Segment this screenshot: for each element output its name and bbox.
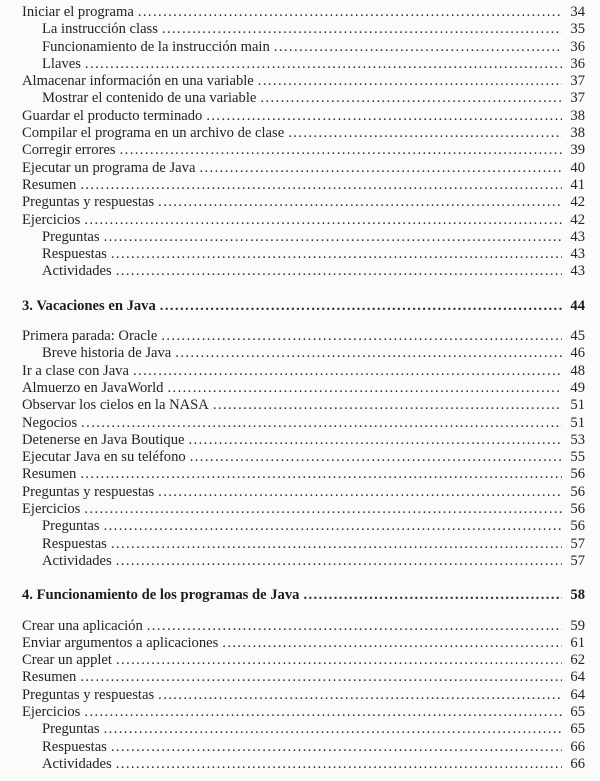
toc-entry bbox=[22, 125, 585, 142]
dot-leader bbox=[133, 363, 562, 380]
toc-entry-label: Guardar el producto terminado bbox=[22, 107, 203, 124]
toc-entry-label: Ejecutar Java en su teléfono bbox=[22, 449, 186, 466]
toc-entry-page: 66 bbox=[570, 755, 585, 772]
dot-leader bbox=[120, 142, 562, 159]
dot-leader bbox=[158, 194, 562, 211]
dot-leader bbox=[104, 721, 562, 738]
toc-entry-label: Observar los cielos en la NASA bbox=[22, 397, 209, 414]
toc-entry bbox=[22, 415, 585, 432]
toc-entry-label: Respuestas bbox=[42, 535, 107, 552]
toc-entry-label: Primera parada: Oracle bbox=[22, 328, 158, 345]
table-of-contents bbox=[22, 4, 585, 773]
toc-entry bbox=[22, 652, 585, 669]
toc-entry bbox=[22, 432, 585, 449]
dot-leader bbox=[147, 618, 562, 635]
toc-entry bbox=[22, 618, 585, 635]
toc-entry bbox=[22, 229, 585, 246]
toc-entry-label: Funcionamiento de la instrucción main bbox=[42, 38, 270, 55]
dot-leader bbox=[199, 160, 562, 177]
dot-leader bbox=[116, 263, 562, 280]
dot-leader bbox=[116, 756, 562, 773]
dot-leader bbox=[111, 536, 562, 553]
toc-entry-page: 38 bbox=[570, 107, 585, 124]
toc-entry-label: Preguntas y respuestas bbox=[22, 194, 155, 211]
toc-entry-label: Ejercicios bbox=[22, 703, 81, 720]
dot-leader bbox=[84, 501, 562, 518]
toc-entry-page: 57 bbox=[570, 552, 585, 569]
toc-entry-page: 61 bbox=[570, 634, 585, 651]
toc-entry bbox=[22, 756, 585, 773]
toc-entry-label: Preguntas bbox=[42, 228, 100, 245]
toc-entry-page: 42 bbox=[570, 194, 585, 211]
dot-leader bbox=[258, 73, 562, 90]
toc-entry-page: 36 bbox=[570, 38, 585, 55]
toc-entry bbox=[22, 108, 585, 125]
toc-entry-page: 43 bbox=[570, 263, 585, 280]
toc-entry-label: Resumen bbox=[22, 669, 77, 686]
toc-entry-page: 56 bbox=[570, 518, 585, 535]
toc-entry-page: 65 bbox=[570, 703, 585, 720]
dot-leader bbox=[84, 212, 562, 229]
toc-entry bbox=[22, 194, 585, 211]
toc-entry-page: 55 bbox=[570, 449, 585, 466]
dot-leader bbox=[80, 177, 562, 194]
toc-entry bbox=[22, 212, 585, 229]
toc-entry bbox=[22, 263, 585, 280]
toc-entry-page: 49 bbox=[570, 379, 585, 396]
toc-entry-label: Respuestas bbox=[42, 738, 107, 755]
toc-entry bbox=[22, 90, 585, 107]
dot-leader bbox=[303, 587, 562, 604]
dot-leader bbox=[213, 397, 562, 414]
toc-entry bbox=[22, 73, 585, 90]
toc-entry bbox=[22, 56, 585, 73]
dot-leader bbox=[160, 298, 562, 315]
toc-entry-page: 38 bbox=[570, 125, 585, 142]
dot-leader bbox=[80, 669, 562, 686]
dot-leader bbox=[189, 432, 563, 449]
toc-entry-label: Ejercicios bbox=[22, 211, 81, 228]
toc-entry bbox=[22, 669, 585, 686]
toc-entry-label: Ejecutar un programa de Java bbox=[22, 159, 196, 176]
toc-entry-page: 65 bbox=[570, 721, 585, 738]
dot-leader bbox=[167, 380, 562, 397]
toc-entry-label: 3. Vacaciones en Java bbox=[22, 297, 156, 314]
toc-entry bbox=[22, 363, 585, 380]
toc-entry bbox=[22, 721, 585, 738]
toc-entry-label: Detenerse en Java Boutique bbox=[22, 431, 185, 448]
toc-entry-page: 56 bbox=[570, 483, 585, 500]
toc-entry-label: Almuerzo en JavaWorld bbox=[22, 379, 164, 396]
toc-chapter-entry bbox=[22, 298, 585, 315]
dot-leader bbox=[190, 449, 562, 466]
toc-entry-page: 51 bbox=[570, 397, 585, 414]
toc-entry bbox=[22, 449, 585, 466]
dot-leader bbox=[104, 229, 562, 246]
toc-entry-label: Actividades bbox=[42, 263, 112, 280]
dot-leader bbox=[85, 56, 562, 73]
dot-leader bbox=[206, 108, 562, 125]
dot-leader bbox=[111, 246, 562, 263]
dot-leader bbox=[158, 484, 562, 501]
toc-entry bbox=[22, 142, 585, 159]
toc-entry bbox=[22, 39, 585, 56]
toc-entry-page: 51 bbox=[570, 414, 585, 431]
toc-entry-label: Preguntas bbox=[42, 721, 100, 738]
toc-entry bbox=[22, 484, 585, 501]
dot-leader bbox=[138, 4, 562, 21]
dot-leader bbox=[162, 21, 562, 38]
toc-entry bbox=[22, 739, 585, 756]
toc-entry-page: 42 bbox=[570, 211, 585, 228]
toc-entry-label: Actividades bbox=[42, 755, 112, 772]
dot-leader bbox=[288, 125, 562, 142]
toc-entry bbox=[22, 345, 585, 362]
toc-entry bbox=[22, 160, 585, 177]
toc-entry-page: 41 bbox=[570, 176, 585, 193]
toc-entry-label: Ir a clase con Java bbox=[22, 362, 129, 379]
toc-entry bbox=[22, 380, 585, 397]
toc-entry-label: Mostrar el contenido de una variable bbox=[42, 90, 257, 107]
toc-entry bbox=[22, 518, 585, 535]
dot-leader bbox=[158, 687, 562, 704]
toc-entry bbox=[22, 4, 585, 21]
dot-leader bbox=[104, 518, 562, 535]
dot-leader bbox=[116, 652, 562, 669]
toc-entry-label: Preguntas y respuestas bbox=[22, 483, 155, 500]
toc-entry-label: Resumen bbox=[22, 176, 77, 193]
toc-entry-label: Crear un applet bbox=[22, 652, 112, 669]
toc-entry-page: 43 bbox=[570, 246, 585, 263]
dot-leader bbox=[81, 415, 562, 432]
toc-entry-page: 53 bbox=[570, 431, 585, 448]
toc-entry-label: Enviar argumentos a aplicaciones bbox=[22, 634, 219, 651]
toc-entry-page: 64 bbox=[570, 686, 585, 703]
toc-entry-label: Iniciar el programa bbox=[22, 4, 134, 20]
toc-entry-label: Almacenar información en una variable bbox=[22, 73, 254, 90]
dot-leader bbox=[222, 635, 562, 652]
toc-entry-page: 57 bbox=[570, 535, 585, 552]
toc-entry bbox=[22, 246, 585, 263]
toc-entry-page: 64 bbox=[570, 669, 585, 686]
toc-entry-page: 37 bbox=[570, 90, 585, 107]
dot-leader bbox=[260, 90, 562, 107]
toc-chapter-entry bbox=[22, 587, 585, 604]
toc-entry-page: 39 bbox=[570, 142, 585, 159]
toc-entry-page: 59 bbox=[570, 617, 585, 634]
toc-entry-label: Breve historia de Java bbox=[42, 345, 172, 362]
toc-entry-label: Compilar el programa en un archivo de clase bbox=[22, 125, 285, 142]
dot-leader bbox=[161, 328, 562, 345]
toc-entry bbox=[22, 501, 585, 518]
toc-entry-page: 35 bbox=[570, 21, 585, 38]
toc-entry-page: 37 bbox=[570, 73, 585, 90]
toc-entry-page: 56 bbox=[570, 501, 585, 518]
toc-entry-page: 36 bbox=[570, 55, 585, 72]
toc-entry-page: 62 bbox=[570, 652, 585, 669]
toc-entry bbox=[22, 536, 585, 553]
toc-entry-label: Preguntas y respuestas bbox=[22, 686, 155, 703]
toc-entry-label: Negocios bbox=[22, 414, 78, 431]
toc-entry bbox=[22, 328, 585, 345]
toc-entry-label: Resumen bbox=[22, 466, 77, 483]
toc-entry-page: 48 bbox=[570, 362, 585, 379]
toc-entry-label: Ejercicios bbox=[22, 501, 81, 518]
toc-entry-page: 56 bbox=[570, 466, 585, 483]
toc-entry-page: 44 bbox=[570, 297, 585, 314]
toc-entry-label: Actividades bbox=[42, 552, 112, 569]
toc-entry-page: 40 bbox=[570, 159, 585, 176]
toc-entry-page: 43 bbox=[570, 228, 585, 245]
toc-entry-label: 4. Funcionamiento de los programas de Java bbox=[22, 587, 300, 604]
dot-leader bbox=[116, 553, 562, 570]
toc-entry bbox=[22, 687, 585, 704]
toc-entry-label: Preguntas bbox=[42, 518, 100, 535]
toc-entry bbox=[22, 21, 585, 38]
toc-entry bbox=[22, 704, 585, 721]
toc-entry-label: La instrucción class bbox=[42, 21, 158, 38]
dot-leader bbox=[111, 739, 562, 756]
toc-entry bbox=[22, 177, 585, 194]
toc-entry-label: Llaves bbox=[42, 55, 81, 72]
dot-leader bbox=[84, 704, 562, 721]
toc-entry-page: 58 bbox=[570, 587, 585, 604]
toc-entry bbox=[22, 553, 585, 570]
toc-entry-label: Corregir errores bbox=[22, 142, 116, 159]
toc-entry-label: Respuestas bbox=[42, 246, 107, 263]
toc-entry bbox=[22, 635, 585, 652]
toc-entry-label: Crear una aplicación bbox=[22, 617, 143, 634]
toc-entry-page: 34 bbox=[570, 4, 585, 20]
toc-entry bbox=[22, 466, 585, 483]
dot-leader bbox=[175, 345, 562, 362]
toc-entry-page: 66 bbox=[570, 738, 585, 755]
toc-entry-page: 45 bbox=[570, 328, 585, 345]
dot-leader bbox=[80, 466, 562, 483]
dot-leader bbox=[274, 39, 562, 56]
toc-entry bbox=[22, 397, 585, 414]
toc-entry-page: 46 bbox=[570, 345, 585, 362]
